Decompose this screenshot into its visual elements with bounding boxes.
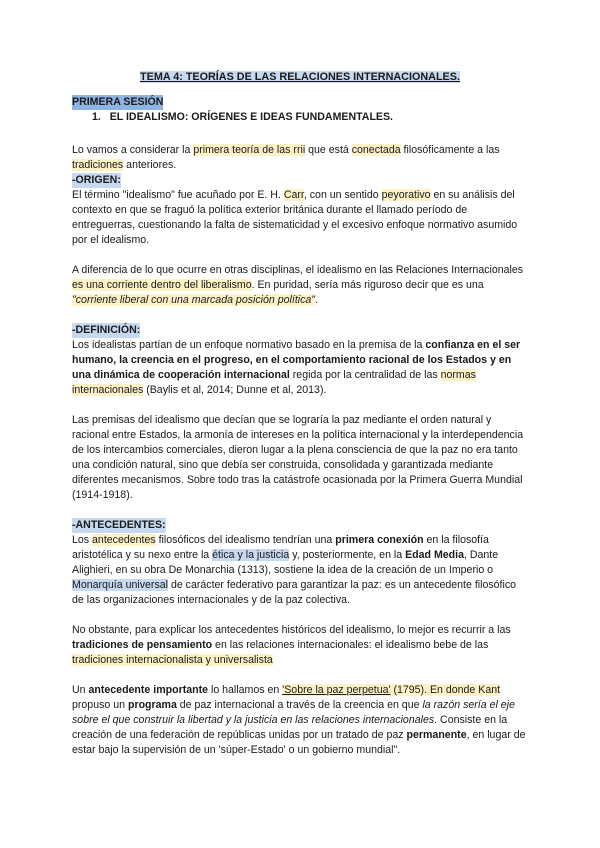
text-run: filosóficamente a las [400,144,500,156]
text-run: propuso un [72,699,128,711]
text-run: . Consiste en la creación de una federación de repúblicas unidas por un tratado de paz [72,714,508,741]
paragraph-kant [72,683,528,758]
text-run: , en lugar de estar bajo la supervisión de un 'súper-Estado' o un gobierno mundial". [72,729,526,756]
text-run: peyorativo [381,189,431,201]
text-run: 1. [92,111,101,123]
text-run: Lo vamos a considerar la [72,144,194,156]
paragraph-premisas: Las premisas del idealismo que decían que se lograría la paz mediante el orden natural y racional entre Estados, la armonía de intereses en la política internacional y la interdependencia de los intercambios comerciales, dieron lugar a la plena consciencia de que la paz no era tanto una condición natural, sino que debía ser construida, consolidada y garantizada mediante diferentes mecanismos. Sobre todo tras la catástrofe ocasionada por la Primera Guerra Mundial (1914-1918). [72,414,524,501]
paragraph-definicion [72,338,528,398]
paragraph-liberalismo [72,263,528,308]
text-run: antecedente importante [88,684,209,696]
session-label [72,95,528,110]
text-run: tradiciones [72,159,124,171]
document-body [72,70,528,758]
text-run: No obstante, para explicar los antecedentes históricos del idealismo, lo mejor es recurrir a las [72,624,511,636]
text-run: de paz internacional a través de la creencia en que [176,699,423,711]
text-run: ética y la justicia [212,549,290,561]
text-run: en la filosofía aristotélica y su nexo entre la [72,534,489,561]
text-run: permanente [406,729,467,741]
text-run: tradiciones de pensamiento [72,639,213,651]
text-run: lo hallamos en [208,684,283,696]
text-run: conectada [351,144,401,156]
text-run: confianza en el ser humano, la creencia en el progreso, en el comportamiento racional de los Estados y en una dinámica de cooperación internacional [72,339,521,381]
origen-label [72,173,528,188]
text-run: Edad Media [405,549,464,561]
text-run: A diferencia de lo que ocurre en otras disciplinas, el idealismo en las Relaciones Internacionales [72,264,524,276]
text-run: programa [127,699,177,711]
text-run: -DEFINICIÓN: [72,324,141,336]
text-run: en las relaciones internacionales: el idealismo bebe de las [212,639,489,651]
text-run: y, posteriormente, en la [289,549,406,561]
text-run: es una corriente dentro del liberalismo [72,279,252,291]
text-run: PRIMERA SESIÓN [72,96,164,108]
text-run: El término "idealismo" fue acuñado por E. H. [72,189,284,201]
text-run: -ORIGEN: [72,174,121,186]
text-run: filosóficos del idealismo tendrían una [155,534,336,546]
text-run: tradiciones internacionalista y universalista [72,654,273,666]
text-run: , Dante Alighieri, en su obra De Monarchia (1313), sostiene la idea de la creación de un Imperio o [72,549,499,576]
paragraph-intro [72,143,528,173]
definicion-label [72,323,528,338]
text-run: anteriores. [123,159,177,171]
text-run: "corriente liberal con una marcada posición política" [72,294,316,306]
paragraph-antecedentes [72,533,528,608]
text-run: la razón sería el eje sobre el que construir la libertad y la justicia en las relaciones internacionales [72,699,515,726]
text-run: primera conexión [335,534,424,546]
text-run: regida por la centralidad de las [289,369,441,381]
section-heading [72,110,528,125]
text-run: 'Sobre la paz perpetua' [282,684,391,696]
text-run: . En puridad, sería más riguroso decir que es una [251,279,484,291]
text-run: Monarquía universal [72,579,168,591]
text-run: primera teoría de las rrii [193,144,306,156]
text-run: de carácter federativo para garantizar la paz: es un antecedente filosófico de las organizaciones internacionales y de la paz colectiva. [72,579,517,606]
text-run: Los idealistas partían de un enfoque normativo basado en la premisa de la [72,339,426,351]
page-title [72,70,528,85]
text-run: en su análisis del contexto en que se fraguó la política exterior británica durante el llamado período de entreguerras, cuestionando la falta de sistematicidad y el excesivo enfoque normativo asumido por el idealismo. [72,189,518,246]
text-run: TEMA 4: TEORÍAS DE LAS RELACIONES INTERNACIONALES. [140,71,460,83]
text-run: Los [72,534,93,546]
paragraph-tradiciones [72,623,528,668]
text-run: Carr [283,189,304,201]
text-run: antecedentes [92,534,156,546]
text-run: EL IDEALISMO: ORÍGENES E IDEAS FUNDAMENTALES. [109,111,393,123]
text-run: -ANTECEDENTES: [72,519,166,531]
text-run: que está [305,144,352,156]
text-run: (Baylis et al, 2014; Dunne et al, 2013). [143,384,327,396]
text-run: . [315,294,319,306]
text-run: Un [72,684,89,696]
text-run: (1795). En donde Kant [390,684,501,696]
paragraph-origen [72,188,528,248]
text-run: normas internacionales [72,369,476,396]
text-run: , con un sentido [303,189,382,201]
antecedentes-label [72,518,528,533]
